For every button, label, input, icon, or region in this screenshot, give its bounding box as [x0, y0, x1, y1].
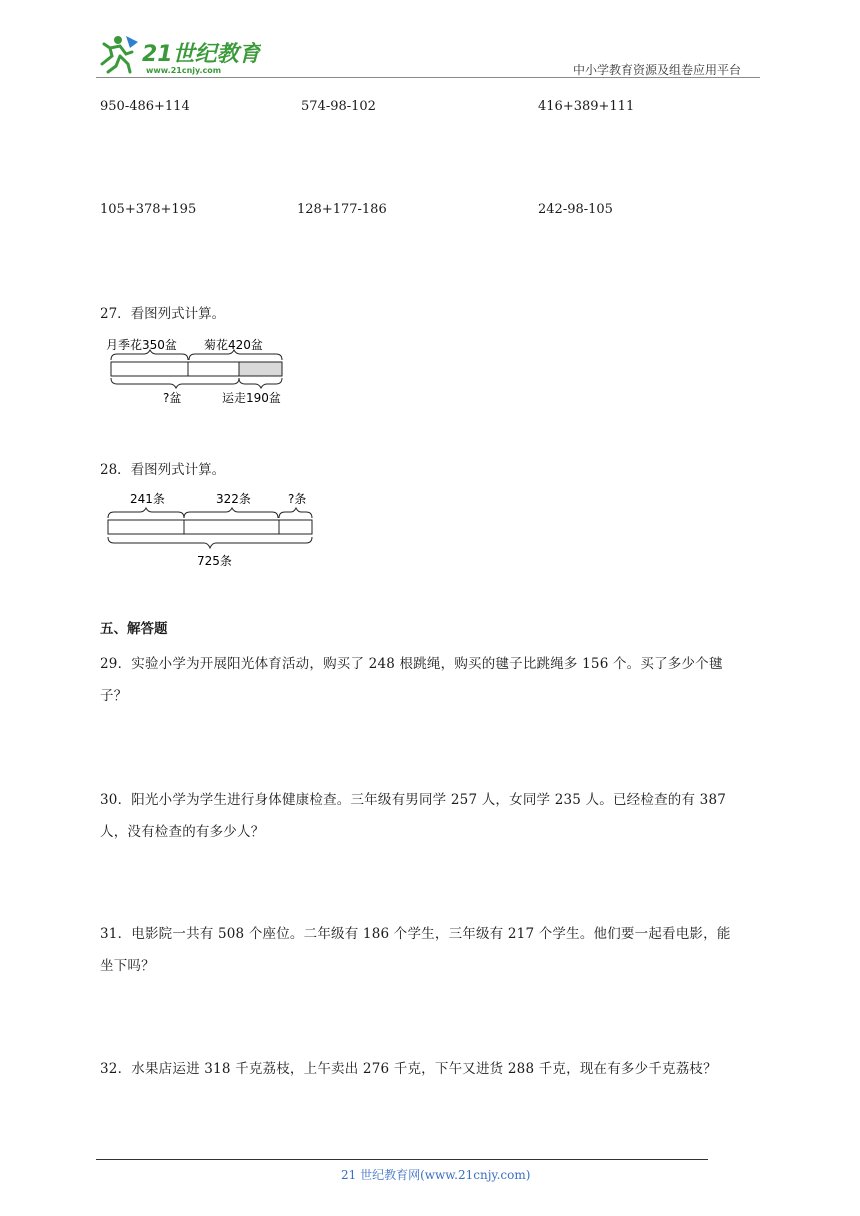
footer-link[interactable]: 21 世纪教育网(www.21cnjy.com): [341, 1168, 531, 1182]
bar-unknown-count: [279, 520, 312, 534]
diagram-q28: [100, 488, 320, 572]
footer-divider: [96, 1159, 708, 1160]
bar-moved: [239, 362, 282, 376]
question-27-title: 27．看图列式计算。: [100, 306, 226, 322]
label-moved: 运走190盆: [222, 391, 281, 405]
label-unknown: ?盆: [163, 391, 182, 405]
brace-unknown: [111, 378, 239, 388]
question-30-line2: 人，没有检查的有多少人？: [100, 824, 265, 840]
question-29-line2: 子？: [100, 688, 128, 704]
question-28-title: 28．看图列式计算。: [100, 462, 226, 478]
brace-322: [184, 508, 278, 518]
label-241: 241条: [130, 492, 165, 506]
brace-total: [108, 537, 312, 548]
logo-text: 21世纪教育: [142, 42, 261, 67]
bar-chrys-remaining: [188, 362, 239, 376]
logo: [96, 34, 261, 78]
diagram-q27: [100, 334, 300, 410]
logo-url: www.21cnjy.com: [146, 66, 222, 75]
expression: 950-486+114: [100, 99, 190, 114]
expression: 242-98-105: [538, 202, 613, 217]
question-29-line1: 29．实验小学为开展阳光体育活动，购买了 248 根跳绳，购买的毽子比跳绳多 156 个。买了多少个毽: [100, 656, 723, 672]
expression: 105+378+195: [100, 202, 197, 217]
label-unknown-count: ?条: [288, 492, 307, 506]
expression: 574-98-102: [301, 99, 376, 114]
label-roses: 月季花350盆: [106, 338, 177, 352]
runner-icon: [102, 36, 138, 72]
platform-name: 中小学教育资源及组卷应用平台: [573, 63, 742, 77]
brace-unknown-count: [279, 508, 312, 518]
question-31-line2: 坐下吗？: [100, 958, 155, 974]
question-31-line1: 31．电影院一共有 508 个座位。二年级有 186 个学生，三年级有 217 个学生。他们要一起看电影，能: [100, 926, 731, 942]
brace-moved: [239, 378, 282, 388]
header-divider: [96, 77, 760, 78]
expression: 416+389+111: [538, 99, 635, 114]
brace-241: [108, 508, 184, 518]
bar-roses: [111, 362, 188, 376]
bar-241: [108, 520, 184, 534]
brace-chrysanthemums: [189, 350, 282, 360]
question-32-line1: 32．水果店运进 318 千克荔枝，上午卖出 276 千克，下午又进货 288 千克，现在有多少千克荔枝？: [100, 1061, 717, 1077]
expression: 128+177-186: [297, 202, 387, 217]
label-chrysanthemums: 菊花420盆: [204, 338, 263, 352]
label-322: 322条: [216, 492, 251, 506]
section-title: 五、解答题: [100, 621, 168, 637]
bar-322: [184, 520, 279, 534]
question-30-line1: 30．阳光小学为学生进行身体健康检查。三年级有男同学 257 人，女同学 235 人。已经检查的有 387: [100, 792, 727, 808]
label-total: 725条: [197, 554, 232, 568]
